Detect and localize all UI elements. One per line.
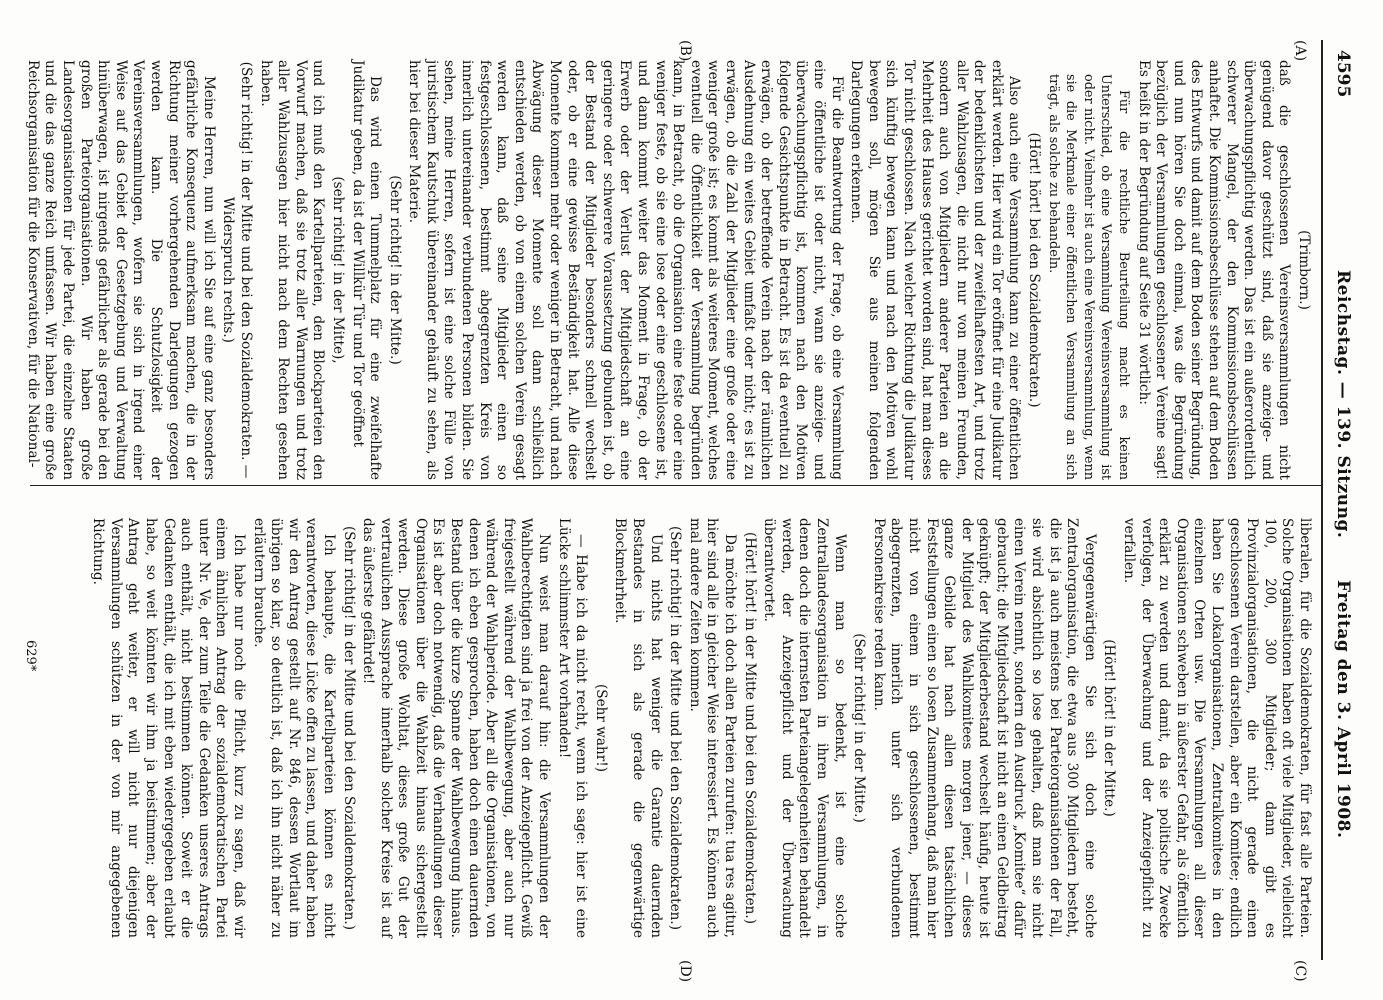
paragraph: Ich habe nur noch die Pflicht, kurz zu sagen, daß wir einem ähnlichen Antrag der sozialdemokratischen Partei unter Nr. Ve, der zum Teile die Gedanken unseres Antrags auch enthält, nicht bestimmen können. Soweit er die Gedanken enthält, die ich mit eben wiedergegeben erlaubt habe, so weit könnten wir ihm ja beistimmen; aber der Antrag geht weiter, er will nicht nur diejenigen Versammlungen schützen in der von mir angegebenen Richtung. (90, 518, 247, 938)
margin-marker-a: (A) (1292, 40, 1308, 62)
interjection: (Hört! hört! in der Mitte.) (1101, 639, 1118, 817)
column-divider (30, 485, 1321, 486)
interjection: (Trimborn.) (1296, 230, 1312, 310)
interjection: (Hört! hört! in der Mitte und bei den Sozialdemokraten.) (741, 531, 758, 925)
paragraph: Also auch eine Versammlung kann zu einer öffentlichen erklärt werden. Hier wird ein Tor eröffnet für eine Judikatur der bedenklichsten und der zweifelhaftesten Art, und trotz aller Wahlzusagen, die nicht nur von meinen Freunden, sondern auch von Mitgliedern anderer Parteien an die Mehrheit des Hauses gerichtet worden sind, hat man dieses Tor nicht geschlossen. Nach welcher Richtung die Judikatur sich künftig bewegen kann und nach den Motiven wohl bewegen soll, mögen Sie aus meinen folgenden Darlegungen erkennen. (848, 60, 1023, 480)
footer-signature: 629* (23, 640, 38, 672)
header-rule (1321, 40, 1323, 960)
paragraph: Das wird einen Tummelplatz für eine zweifelhafte Judikatur geben, da ist der Willkür Tür und Tor geöffnet (349, 60, 384, 480)
interjection: (Sehr richtig! in der Mitte und bei den Sozialdemokraten. — Widerspruch rechts.) (220, 61, 254, 479)
paragraph: liberalen, für die Sozialdemokraten, für fast alle Parteien. Solche Organisationen haben oft viele Mitglieder, vielleicht 100, 200, 300 Mitglieder; dann gibt es Provinzialorganisationen, die nicht gerade einen geschlossenen Verein darstellen, aber ein Komitee; endlich haben Sie Lokalorganisationen, Zentralkomitees in den einzelnen Orten usw. Die Versammlungen all dieser Organisationen schweben in äußerster Gefahr, als öffentlich erklärt zu werden und damit, da sie politische Zwecke verfolgen, der Überwachung und der Anzeigepflicht zu verfallen. (1121, 518, 1313, 938)
interjection: (Sehr richtig! in der Mitte.) (851, 633, 868, 823)
interjection: (Sehr richtig! in der Mitte und bei den Sozialdemokraten.) (667, 525, 684, 931)
page-number: 4595 (1333, 50, 1353, 98)
paragraph: — Habe ich da nicht recht, wenn ich sage: hier ist eine Lücke schlimmster Art vorhanden! (555, 518, 590, 938)
quotation: Für die rechtliche Beurteilung macht es keinen Unterschied, ob eine Versammlung Vereinsversammlung ist oder nicht. Vielmehr ist auch eine Vereinsversammlung, wenn sie die Merkmale einer öffentlichen Versammlung an sich trägt, als solche zu behandeln. (1045, 74, 1132, 480)
margin-marker-c: (C) (1292, 960, 1308, 982)
interjection: (sehr richtig! in der Mitte), (329, 176, 346, 364)
paragraph: Vergegenwärtigen Sie sich doch eine solche Zentralorganisation, die etwa aus 300 Mitgliedern besteht, die ist ja auch meistens bei Parteiorganisationen der Fall, sie wird absichtlich so lose gehalten, daß man sie nicht einen Verein nennt, sondern den Ausdruck „Komitee“ dafür gebraucht; die Mitgliedschaft ist nicht an einen Geldbeitrag geknüpft; der Mitgliederbestand wechselt häufig, heute ist der Mitglied des Wahlkomitees morgen jener, — dieses ganze Gebilde hat nach allen diesen tatsächlichen Feststellungen einen so losen Zusammenhang, daß man hier nicht von einem in sich geschlossenen, bestimmt abgegrenzten, innerlich unter sich verbundenen Personenkreise reden kann. (870, 518, 1098, 938)
paragraph: Da möchte ich doch allen Parteien zurufen: tua res agitur, hier sind alle in gleicher Weise interessiert. Es können auch mal andere Zeiten kommen. (686, 518, 738, 938)
interjection: (Sehr richtig! in der Mitte.) (386, 175, 403, 365)
paragraph: Wenn man so bedenkt, ist eine solche Zentrallandesorganisation in ihren Versammlungen, in denen doch die internsten Parteiangelegenheiten behandelt werden, der Anzeigepflicht und der Überwachung überantwortet. (761, 518, 848, 938)
paragraph: und ich muß den Kartellparteien, den Blockparteien den Vorwurf machen, daß sie trotz aller Warnungen und trotz aller Wahlzusagen hier nicht nach dem Rechten gesehen haben. (257, 60, 327, 480)
right-column (87, 518, 1313, 938)
left-column (21, 60, 1313, 480)
paragraph: Meine Herren, nun will ich Sie auf eine ganz besonders gefährliche Konsequenz aufmerksam machen, die in der Richtung meiner vorhergehenden Darlegungen gezogen werden kann. Die Schutzlosigkeit der Vereinsversammlungen, wofern sie sich in irgend einer Weise auf das Gebiet der Gesetzgebung und Verwaltung hinüberwagen, ist nirgends gefährlicher als gerade bei den großen Parteiorganisationen. Wir haben große Landesorganisationen für jede Partei, die einzelne Staaten und die das ganze Reich umfassen. Wir haben eine große Reichsorganisation für die Konservativen, für die National- (24, 60, 217, 480)
interjection: (Sehr richtig! in der Mitte und bei den Sozialdemokraten.) (340, 525, 357, 931)
paragraph: daß die geschlossenen Vereinsversammlungen nicht genügend davor geschützt sind, daß sie anzeige- und überwachungspflichtig werden. Das ist ein außerordentlich schwerer Mangel, der den Kommissionsbeschlüssen anhaftet. Die Kommissionsbeschlüsse stehen auf dem Boden des Entwurfs und damit auf dem Boden seiner Begründung, und nun hören Sie doch einmal, was die Begründung bezüglich der Versammlungen geschlossener Vereine sagt! Es heißt in der Begründung auf Seite 31 wörtlich: (1135, 60, 1293, 480)
interjection: (Sehr wahr!) (592, 684, 609, 772)
session-date: Freitag den 3. April 1908. (1333, 580, 1353, 839)
paragraph: Für die Beantwortung der Frage, ob eine Versammlung eine öffentliche ist oder nicht, wann sie anzeige- und überwachungspflichtig ist, kommen nach den Motiven folgende Gesichtspunkte in Betracht. Es ist da eventuell zu erwägen, ob der betreffende Verein nach der räumlichen Ausdehnung ein weites Gebiet umfaßt oder nicht; es ist zu erwägen, ob die Zahl der Mitglieder eine große oder eine weniger große ist; es kommt als weiteres Moment, welches eventuell die Öffentlichkeit der Versammlung begründen kann, in Betracht, ob die Organisation eine feste oder eine weniger feste, ob sie eine lose oder eine geschlossene ist, und dann kommt weiter das Moment in Frage, ob der Erwerb oder der Verlust der Mitgliedschaft an eine geringere oder schwerere Voraussetzung gebunden ist, ob der Bestand der Mitglieder besonders schnell wechselt oder, ob er eine gewisse Beständigkeit hat. Alle diese Momente kommen mehr oder weniger in Betracht, und nach Abwägung dieser Momente soll dann schließlich entschieden werden, ob von einem solchen Verein gesagt werden kann, daß seine Mitglieder einen so festgeschlossenen, bestimmt abgegrenzten Kreis von innerlich untereinander verbundenen Personen bilden. Sie sehen, meine Herren, sofern ist eine solche Fülle von juristischem Kautschuk übereinander gehäuft zu sehen, als hier bei dieser Materie. (406, 60, 845, 480)
margin-marker-b: (B) (677, 40, 693, 62)
paragraph: Ich behaupte, die Kartellparteien können es nicht verantworten, diese Lücke offen zu lassen, und daher haben wir den Antrag gestellt auf Nr. 846, dessen Wortlaut im übrigen so klar, so deutlich ist, daß ich ihn nicht näher zu erläutern brauche. (250, 518, 337, 938)
interjection: (Hört! hört! bei den Sozialdemokraten.) (1026, 132, 1043, 408)
margin-marker-d: (D) (677, 960, 693, 983)
page-header (1327, 40, 1353, 960)
session-title: Reichstag. — 139. Sitzung. (1333, 270, 1353, 539)
paragraph: Und nichts hat weniger die Garantie dauernden Bestandes in sich als gerade die gegenwärtige Blockmehrheit. (612, 518, 664, 938)
paragraph: Nun weist man darauf hin: die Versammlungen der Wahlberechtigten sind ja frei von der Anzeigepflicht. Gewiß freigestellt während der Wahlbewegung, aber auch nur während der Wahlperiode. Aber all die Organisationen, von denen ich eben gesprochen, haben doch einen dauernden Bestand über die kurze Spanne der Wahlbewegung hinaus. Es ist aber doch notwendig, daß die Verhandlungen dieser Organisationen über die Wahlzeit hinaus sichergestellt werden. Diese große Wohltat, dieses große Gut der vertraulichen Aussprache innerhalb solcher Kreise ist auf das äußerste gefährdet! (360, 518, 553, 938)
